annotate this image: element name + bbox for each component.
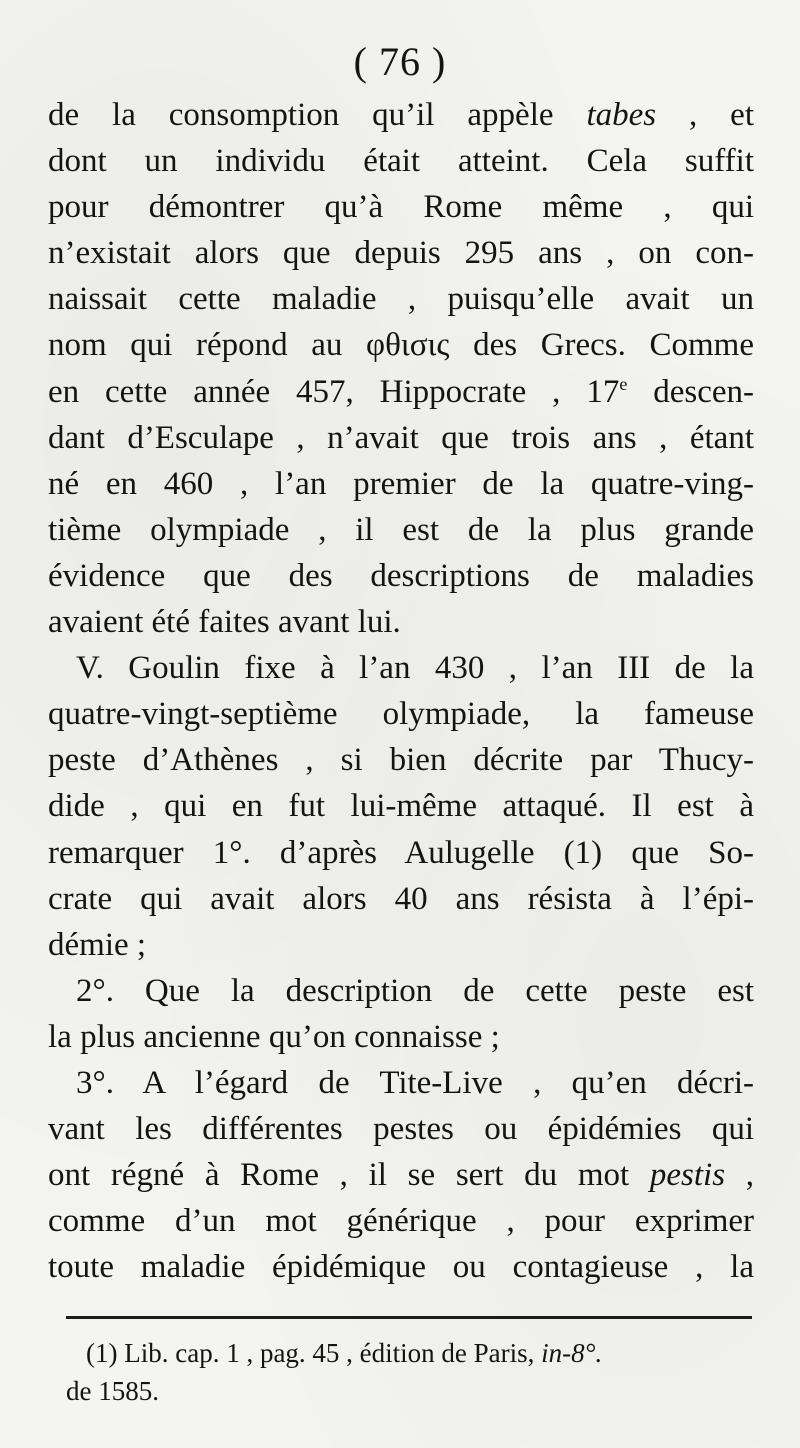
body-text bbox=[48, 92, 754, 1290]
footnote-divider bbox=[66, 1316, 752, 1319]
text-line-26: toute maladie épidémique ou contagieuse , la bbox=[48, 1249, 754, 1286]
text-line-19: démie ; bbox=[48, 926, 147, 963]
text-line-22: 3°. A l’égard de Tite-Live , qu’en décri- bbox=[76, 1064, 754, 1101]
text-line-3: pour démontrer qu’à Rome même , qui bbox=[48, 189, 754, 226]
text-line-18: crate qui avait alors 40 ans résista à l’épi- bbox=[48, 880, 754, 917]
text-line-21: la plus ancienne qu’on connaisse ; bbox=[48, 1018, 500, 1055]
text-line-10: tième olympiade , il est de la plus grande bbox=[48, 511, 754, 548]
text-line-24: ont régné à Rome , il se sert du mot pestis , bbox=[48, 1157, 754, 1194]
text-line-23: vant les différentes pestes ou épidémies qui bbox=[48, 1111, 754, 1148]
footnote-line-1: (1) Lib. cap. 1 , pag. 45 , édition de Paris, in-8°. bbox=[86, 1338, 603, 1368]
text-line-6: nom qui répond au φθισις des Grecs. Comme bbox=[48, 327, 754, 364]
text-line-1: de la consomption qu’il appèle tabes , et bbox=[48, 97, 754, 133]
text-line-15: peste d’Athènes , si bien décrite par Thucy- bbox=[48, 742, 754, 779]
text-line-25: comme d’un mot générique , pour exprimer bbox=[48, 1203, 754, 1240]
text-line-9: né en 460 , l’an premier de la quatre-ving- bbox=[48, 465, 754, 502]
text-line-20: 2°. Que la description de cette peste est bbox=[76, 972, 754, 1009]
text-line-4: n’existait alors que depuis 295 ans , on con- bbox=[48, 235, 754, 272]
text-line-17: remarquer 1°. d’après Aulugelle (1) que So- bbox=[48, 834, 754, 871]
text-line-11: évidence que des descriptions de maladies bbox=[48, 557, 754, 594]
text-line-13: V. Goulin fixe à l’an 430 , l’an III de la bbox=[76, 650, 754, 687]
page-number: ( 76 ) bbox=[353, 39, 447, 84]
footnote bbox=[66, 1334, 756, 1410]
text-line-2: dont un individu était atteint. Cela suffit bbox=[48, 143, 754, 180]
text-line-12: avaient été faites avant lui. bbox=[48, 604, 401, 641]
text-line-16: dide , qui en fut lui-même attaqué. Il est à bbox=[48, 788, 754, 825]
text-line-8: dant d’Esculape , n’avait que trois ans , étant bbox=[48, 419, 754, 456]
text-line-5: naissait cette maladie , puisqu’elle avait un bbox=[48, 281, 754, 318]
footnote-line-2: de 1585. bbox=[66, 1376, 159, 1406]
text-line-14: quatre-vingt-septième olympiade, la fameuse bbox=[48, 696, 754, 733]
text-line-7: en cette année 457, Hippocrate , 17e descen- bbox=[48, 373, 754, 410]
